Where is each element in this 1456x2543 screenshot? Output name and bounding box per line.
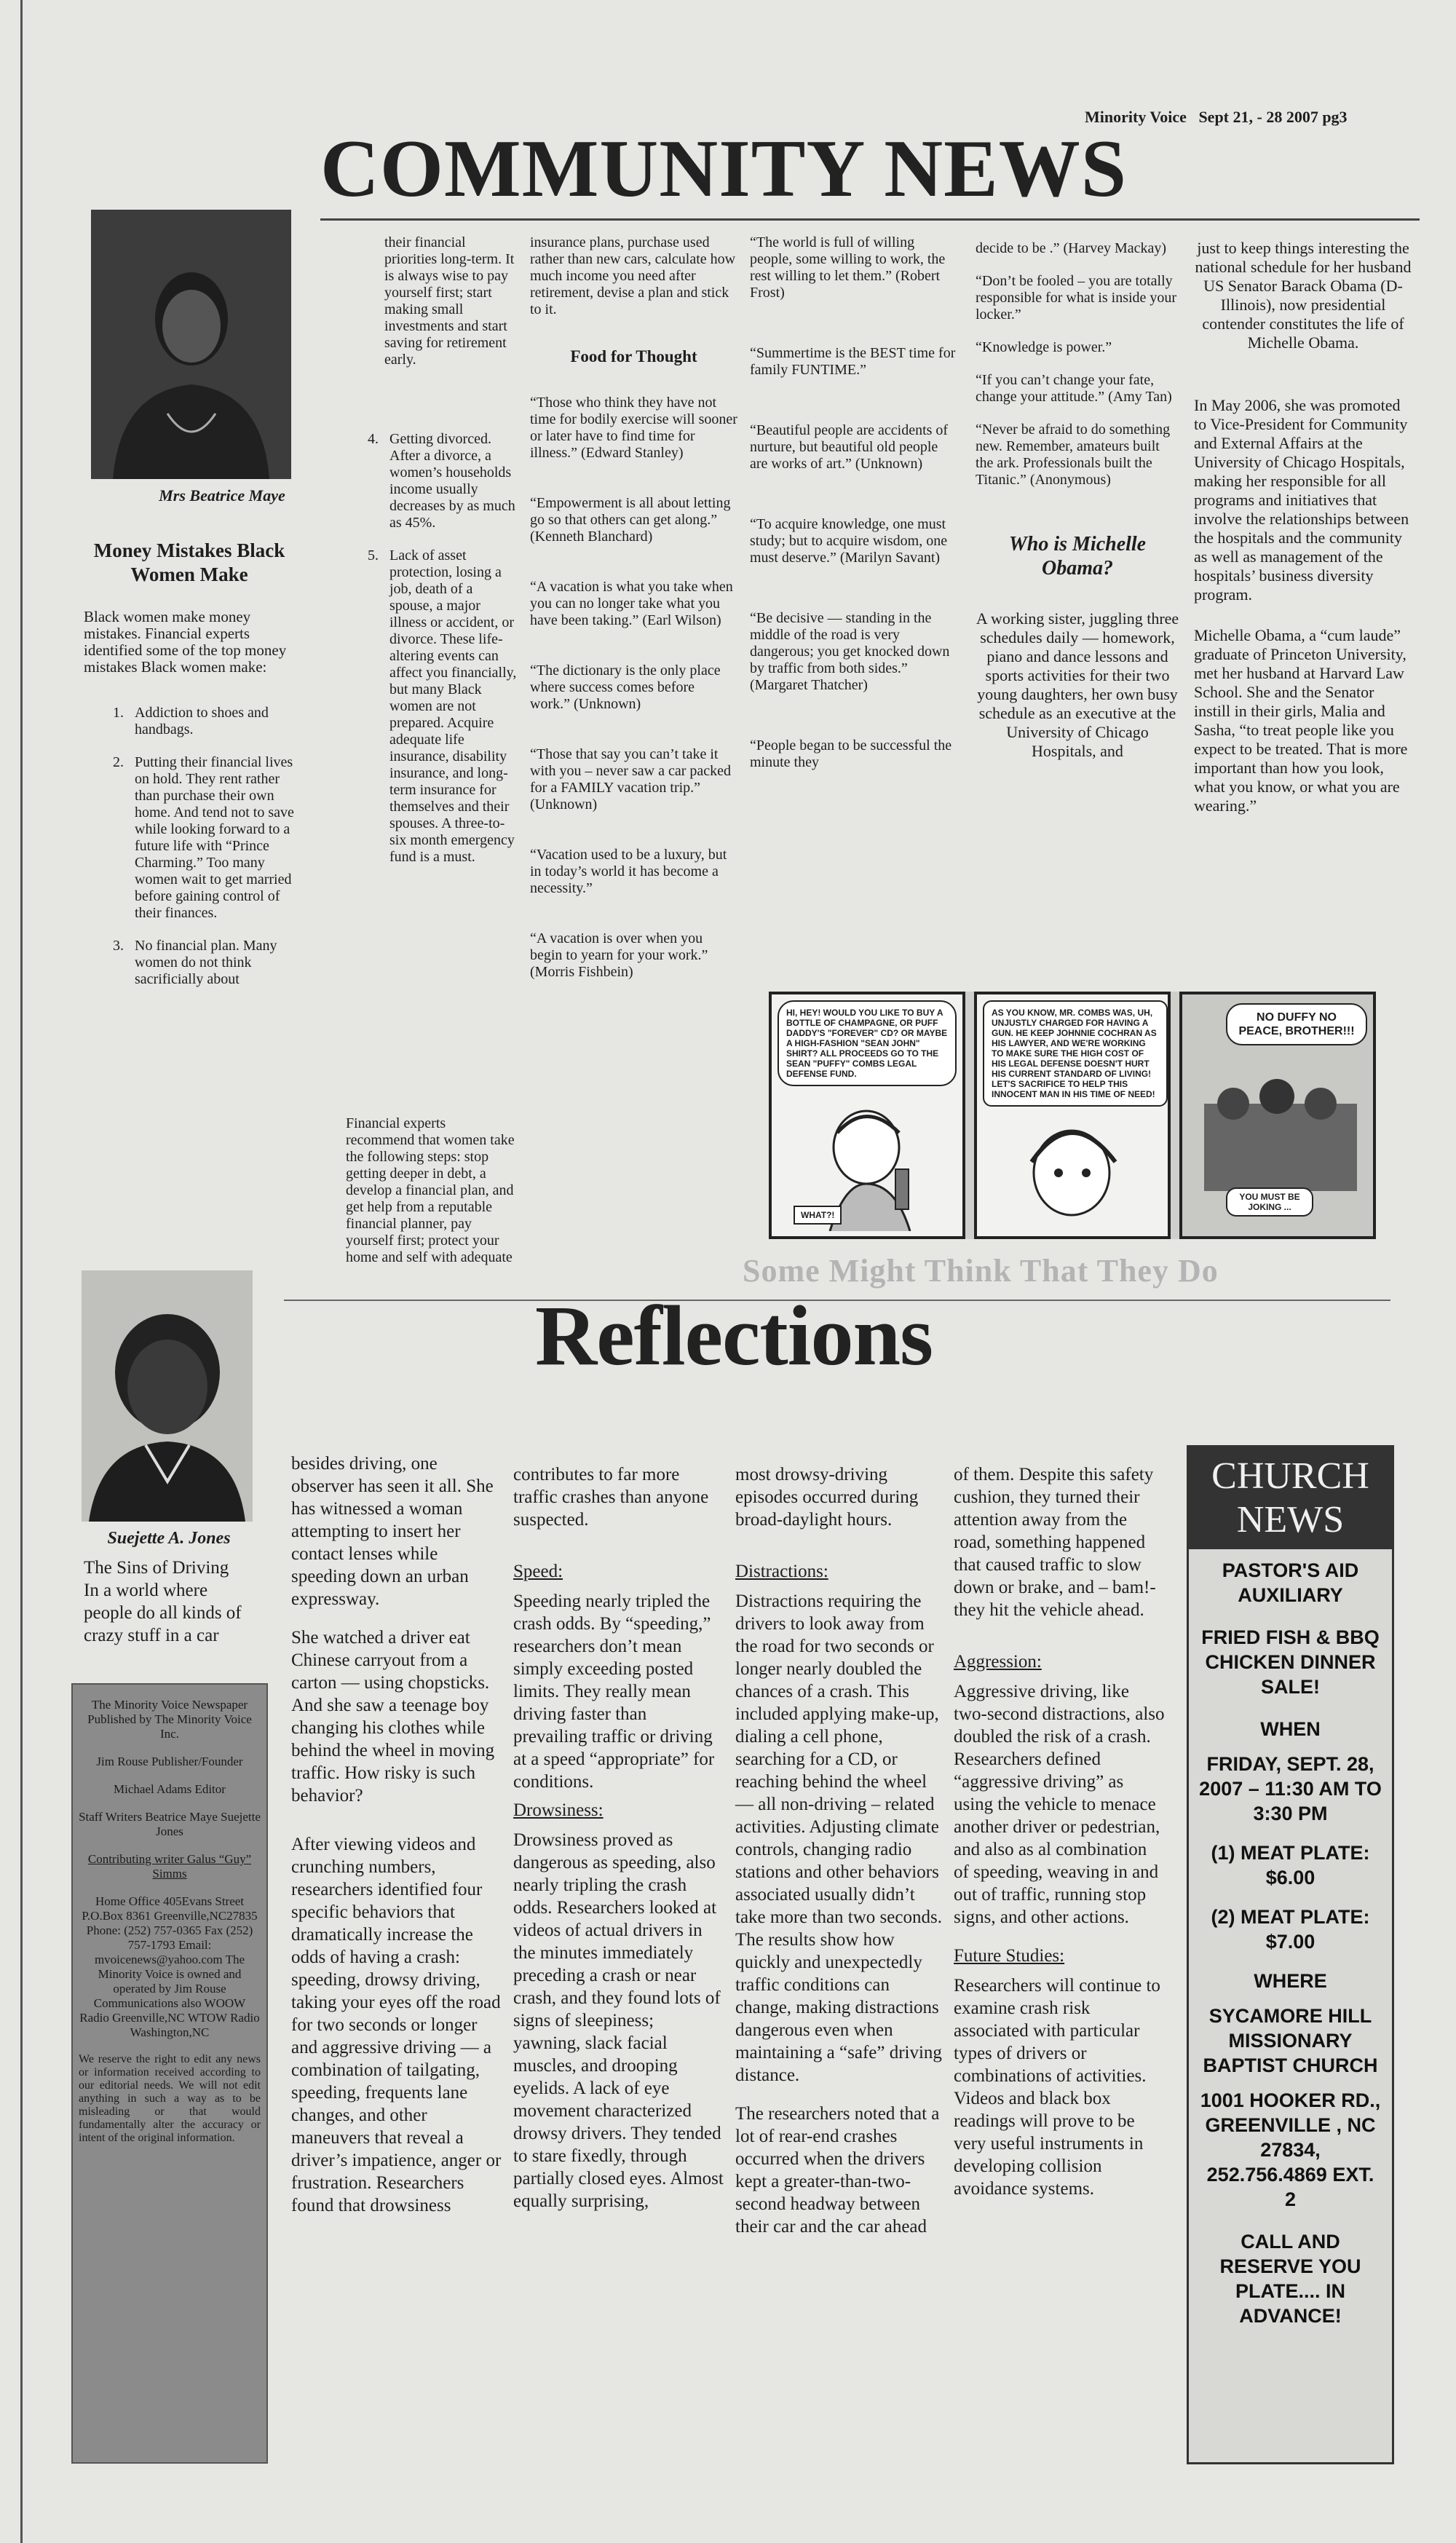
article-text: Aggressive driving, like two-second distractions, also doubled the risk of a crash. Researchers defined “aggressive driving” as using the vehicle to menace another driver or pedestrian, and also as al combination of speeding, weaving in and out of traffic, running stop signs, and other actions. [954, 1682, 1165, 1927]
driving-article-col1 [84, 1557, 255, 1663]
article-text: besides driving, one observer has seen it all. She has witnessed a woman attempting to insert her contact lenses while speeding down an urban expressway. [291, 1454, 494, 1609]
church-line: WHEN [1260, 1718, 1321, 1740]
article-intro: Black women make money mistakes. Financial experts identified some of the top money mistakes Black women make: [84, 608, 287, 676]
mistakes-list-b-wrap [342, 431, 517, 882]
michelle-intro: A working sister, juggling three schedules daily — homework, piano and dance lessons and sports activities for their two young daughters, her own busy schedule as an executive at the University of Chicago Hospitals, and [976, 609, 1179, 760]
church-news-body [1189, 1549, 1392, 2347]
reply-bubble: WHAT?! [794, 1206, 842, 1225]
quote: “The world is full of willing people, some willing to work, the rest willing to let them.” (Robert Frost) [750, 234, 946, 301]
speech-bubble: AS YOU KNOW, MR. COMBS WAS, UH, UNJUSTLY CHARGED FOR HAVING A GUN. HE KEEP JOHNNIE COCHRAN AS HIS LAWYER, AND WE'RE WORKING TO MAKE SURE THE HIGH COST OF HIS LEGAL DEFENSE DOESN'T HURT HIS CURRENT STANDARD OF LIVING! LET'S SACRIFICE TO HELP THIS INNOCENT MAN IN HIS TIME OF NEED! [983, 1000, 1168, 1107]
article-text: most drowsy-driving episodes occurred during broad-daylight hours. [735, 1465, 919, 1530]
article-title: Money Mistakes Black Women Make [93, 539, 285, 585]
staff-info: The Minority Voice Newspaper Published by The Minority Voice Inc. [87, 1698, 252, 1741]
list-item: 2. Putting their financial lives on hold. They rent rather than purchase their own home. And tend not to save while looking forward to a future life with “Prince Charming.” Too many women wait to get married before gaining control of their finances. [127, 754, 295, 922]
church-line: FRIDAY, SEPT. 28, 2007 – 11:30 AM TO 3:30 PM [1199, 1753, 1382, 1824]
michelle-col6 [1194, 239, 1412, 832]
comic-strip [769, 992, 1373, 1239]
comic-panel-3 [1179, 992, 1376, 1239]
church-line: FRIED FISH & BBQ CHICKEN DINNER SALE! [1201, 1626, 1380, 1698]
church-line: (2) MEAT PLATE: $7.00 [1211, 1906, 1370, 1953]
michelle-title: Who is Michelle Obama? [1008, 533, 1147, 580]
quote: “Those who think they have not time for bodily exercise will sooner or later have to find time for illness.” (Edward Stanley) [530, 395, 737, 461]
list-item: 4. Getting divorced. After a divorce, a women’s households income usually decreases by as much as 45%. [382, 431, 517, 531]
church-line: (1) MEAT PLATE: $6.00 [1211, 1842, 1370, 1889]
article-text: just to keep things interesting the national schedule for her husband US Senator Barack Obama (D-Illinois), now presidential contender constitutes the life of Michelle Obama. [1195, 239, 1412, 352]
cartoon-woman-icon [992, 1111, 1152, 1231]
article-text: Researchers will continue to examine crash risk associated with particular types of drivers or combinations of activities. Videos and black box readings will prove to be very useful instruments in developing collision avoidance systems. [954, 1976, 1160, 2199]
church-line: CALL AND RESERVE YOU PLATE.... IN ADVANCE! [1219, 2231, 1361, 2327]
scan-edge-line [20, 0, 23, 2543]
staff-box [71, 1683, 268, 2464]
money-summary [346, 1115, 517, 1283]
quote: “People began to be successful the minute they [750, 737, 952, 770]
masthead: COMMUNITY NEWS [320, 124, 1128, 214]
staff-info: Jim Rouse Publisher/Founder [96, 1755, 243, 1768]
quote: “Be decisive — standing in the middle of the road is very dangerous; you get knocked down by traffic from both sides.” (Margaret Thatcher) [750, 610, 950, 693]
list-item: 5. Lack of asset protection, losing a job, death of a spouse, a major illness or accident, or divorce. These life-altering events can affect you financially, but many Black women are not prepared. Acquire adequate life insurance, disability insurance, and long-term insurance for themselves and their spouses. A three-to-six month emergency fund is a must. [382, 547, 517, 866]
article-text: Distractions requiring the drivers to look away from the road for two seconds or longer nearly doubled the chances of a crash. This included applying make-up, dialing a cell phone, searching for a CD, or reaching behind the wheel — all non-driving – related activities. Adjusting climate controls, changing radio stations and other behaviors associated usually didn’t take more than two seconds. The results show how quickly and unexpectedly traffic conditions can change, making distractions dangerous even when maintaining a “safe” driving distance. [735, 1591, 942, 2085]
reply-bubble: YOU MUST BE JOKING ... [1226, 1187, 1313, 1217]
church-news-title: CHURCH NEWS [1189, 1447, 1392, 1549]
driving-article-col4 [735, 1463, 943, 2254]
money-article-col1 [84, 539, 295, 1004]
church-line: WHERE [1254, 1970, 1327, 1992]
quote: decide to be .” (Harvey Mackay) [976, 240, 1167, 256]
article-text: contributes to far more traffic crashes than anyone suspected. [513, 1465, 709, 1530]
article-text: In May 2006, she was promoted to Vice-President for Community and External Affairs at the University of Chicago Hospitals, making her responsible for all programs and initiatives that involve the relationships between the hospitals and the community as well as management of the hospitals’ business diversity program. [1194, 396, 1409, 604]
editorial-policy: We reserve the right to edit any news or information received according to our editorial needs. We will not edit anything in such a way as to be misleading or that would fundamentally alter the accuracy or intent of the original information. [79, 2053, 261, 2144]
issue-date: Sept 21, - 28 2007 pg3 [1198, 108, 1348, 126]
cartoon-crowd-icon [1204, 1075, 1357, 1191]
quote: “Never be afraid to do something new. Remember, amateurs built the ark. Professionals built the Titanic.” (Anonymous) [976, 422, 1171, 488]
staff-info: Contributing writer Galus “Guy” Simms [87, 1852, 252, 1880]
article-text: After viewing videos and crunching numbers, researchers identified four specific behaviors that dramatically increase the odds of having a crash: speeding, drowsy driving, taking your eyes off the road for two seconds or longer and aggressive driving — a combination of tailgating, speeding, frequents lane changes, and other maneuvers that reveal a driver’s impatience, anger or frustration. Researchers found that drowsiness [291, 1835, 502, 2215]
photo-caption: Suejette A. Jones [107, 1529, 231, 1548]
article-text: She watched a driver eat Chinese carryout from a carton — using chopsticks. And she saw a teenage boy changing his clothes while behind the wheel in moving traffic. How risky is such behavior? [291, 1628, 495, 1806]
quote: “To acquire knowledge, one must study; but to acquire wisdom, one must deserve.” (Marilyn Savant) [750, 516, 948, 566]
mistakes-list-b [342, 431, 517, 866]
quote: “Those that say you can’t take it with you – never saw a car packed for a FAMILY vacation trip.” (Unknown) [530, 746, 731, 812]
quote: “If you can’t change your fate, change your attitude.” (Amy Tan) [976, 372, 1172, 405]
church-news-box [1187, 1445, 1394, 2464]
reflections-title: Reflections [535, 1288, 933, 1383]
driving-article-col2 [291, 1452, 502, 2233]
staff-info: Michael Adams Editor [114, 1782, 226, 1796]
quote: “Don’t be fooled – you are totally responsible for what is inside your locker.” [976, 273, 1177, 323]
section-heading: Speed: [513, 1562, 563, 1581]
quote: “The dictionary is the only place where success comes before work.” (Unknown) [530, 663, 721, 712]
staff-info: Staff Writers Beatrice Maye Suejette Jones [79, 1810, 261, 1838]
church-line: SYCAMORE HILL MISSIONARY BAPTIST CHURCH [1203, 2005, 1378, 2076]
mistakes-list-a [84, 705, 295, 988]
food-for-thought-title: Food for Thought [570, 347, 697, 365]
quotes-col5 [976, 240, 1179, 778]
list-item: 1. Addiction to shoes and handbags. [127, 705, 295, 738]
comic-panel-1 [769, 992, 965, 1239]
article-text: The researchers noted that a lot of rear-end crashes occurred when the drivers kept a greater-than-two-second headway between their car and the car ahead [735, 2104, 940, 2237]
quote: “Summertime is the BEST time for family FUNTIME.” [750, 345, 956, 378]
church-line: 1001 HOOKER RD., GREENVILLE , NC 27834, 252.756.4869 EXT. 2 [1200, 2089, 1381, 2210]
speech-bubble: NO DUFFY NO PEACE, BROTHER!!! [1226, 1003, 1367, 1045]
article-text: Financial experts recommend that women take the following steps: stop getting deeper in debt, a develop a financial plan, and get help from a reputable financial planner, pay yourself first; protect your home and self with adequate [346, 1115, 515, 1265]
money-article-col2 [384, 234, 515, 385]
quote: “Empowerment is all about letting go so that others can get along.” (Kenneth Blanchard) [530, 495, 731, 545]
article-text: of them. Despite this safety cushion, they turned their attention away from the road, something happened that caused traffic to slow down or brake, and – bam!- they hit the vehicle ahead. [954, 1465, 1156, 1620]
driving-article-col5 [954, 1463, 1165, 2216]
section-heading: Distractions: [735, 1562, 828, 1581]
quote: “Knowledge is power.” [976, 339, 1112, 355]
portrait-icon [82, 1270, 253, 1522]
portrait-photo [82, 1270, 253, 1522]
quote: “A vacation is over when you begin to yearn for your work.” (Morris Fishbein) [530, 930, 708, 980]
article-text: insurance plans, purchase used rather than new cars, calculate how much income you need after retirement, devise a plan and stick to it. [530, 234, 736, 317]
staff-info: Home Office 405Evans Street P.O.Box 8361 Greenville,NC27835 Phone: (252) 757-0365 Fax (252) 757-1793 Email: mvoicenews@yahoo.com The Minority Voice is owned and operated by Jim Rouse Communications also WOOW Radio Greenville,NC WTOW Radio Washington,NC [79, 1894, 260, 2039]
article-text: their financial priorities long-term. It is always wise to pay yourself first; start making small investments and start saving for retirement early. [384, 234, 515, 368]
article-title: The Sins of Driving [84, 1558, 229, 1578]
photo-caption: Mrs Beatrice Maye [159, 486, 285, 505]
quotes-col4 [750, 234, 957, 788]
quote: “Beautiful people are accidents of nurture, but beautiful old people are works of art.” (Unknown) [750, 422, 949, 472]
section-heading: Drowsiness: [513, 1800, 604, 1820]
portrait-photo [91, 210, 291, 479]
bleed-through-text: Some Might Think That They Do [743, 1253, 1219, 1289]
church-line: PASTOR'S AID AUXILIARY [1222, 1559, 1359, 1606]
portrait-icon [91, 210, 291, 479]
article-text: Michelle Obama, a “cum laude” graduate of Princeton University, met her husband at Harvard Law School. She and the Senator instill in their girls, Malia and Sasha, “to treat people like you expect to be treated. That is more important than how you look, what you know, or what you are wearing.” [1194, 626, 1408, 815]
section-heading: Future Studies: [954, 1946, 1065, 1966]
article-text: Drowsiness proved as dangerous as speeding, also nearly tripling the crash odds. Researchers looked at videos of actual drivers in the minutes immediately preceding a crash or near crash, and they found lots of signs of sleepiness; yawning, slack facial muscles, and drooping eyelids. A lack of eye movement characterized drowsy drivers. They tended to stare fixedly, through partially closed eyes. Almost equally surprising, [513, 1830, 724, 2211]
driving-article-col3 [513, 1463, 724, 2228]
quote: “Vacation used to be a luxury, but in today’s world it has become a necessity.” [530, 847, 727, 896]
section-heading: Aggression: [954, 1652, 1042, 1672]
comic-panel-2 [974, 992, 1171, 1239]
quotes-col3 [530, 234, 737, 997]
paper-name: Minority Voice [1085, 108, 1187, 126]
masthead-rule [320, 218, 1420, 221]
speech-bubble: HI, HEY! WOULD YOU LIKE TO BUY A BOTTLE OF CHAMPAGNE, OR PUFF DADDY'S "FOREVER" CD? OR MAYBE A HIGH-FASHION "SEAN JOHN" SHIRT? ALL PROCEEDS GO TO THE SEAN "PUFFY" COMBS LEGAL DEFENSE FUND. [778, 1000, 957, 1086]
quote: “A vacation is what you take when you can no longer take what you have been taking.” (Earl Wilson) [530, 579, 733, 628]
article-text: Speeding nearly tripled the crash odds. By “speeding,” researchers don’t mean simply exceeding posted limits. They really mean driving faster than prevailing traffic or driving at a speed “appropriate” for conditions. [513, 1591, 715, 1792]
list-item: 3. No financial plan. Many women do not think sacrificially about [127, 938, 295, 988]
article-lead: In a world where people do all kinds of crazy stuff in a car [84, 1581, 242, 1645]
